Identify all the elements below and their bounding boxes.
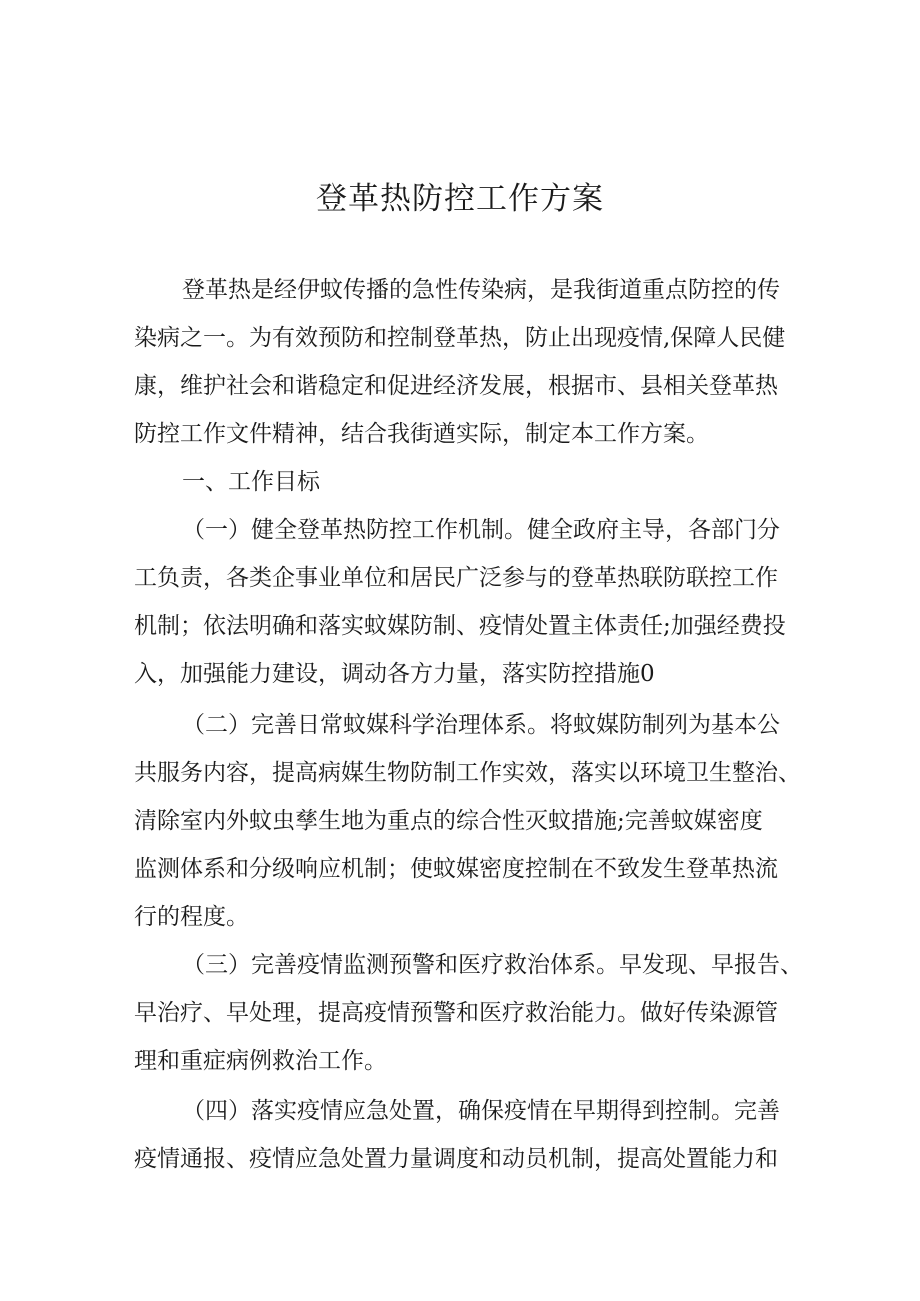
text-line: 行的程度。: [134, 904, 249, 930]
text-line: （二）完善日常蚊媒科学治理体系。将蚊媒防制列为基本公: [182, 712, 780, 738]
text-line: （四）落实疫情应急处置，确保疫情在早期得到控制。完善: [182, 1098, 780, 1124]
text-line: 工负责，各类企事业单位和居民广泛参与的登革热联防联控工作: [134, 565, 778, 591]
text-line: 防控工作文件精神，结合我街遒实际，制定本工作方案。: [134, 421, 709, 447]
page-title: 登革热防控工作方案: [316, 181, 604, 217]
text-line: （一）健全登革热防控工作机制。健全政府主导，各部门分: [182, 517, 780, 543]
text-line: 染病之一。为有效预防和控制登革热，防止出现疫情,保障人民健: [134, 325, 786, 351]
text-line: 登革热是经伊蚊传播的急性传染病，是我街道重点防控的传: [182, 277, 780, 303]
text-line: 清除室内外蚊虫孳生地为重点的综合性灭蚊措施;完善蚊媒密度: [134, 808, 763, 834]
text-line: 疫情通报、疫情应急处置力量调度和动员机制，提高处置能力和: [134, 1146, 778, 1172]
section-heading: 一、工作目标: [182, 469, 320, 495]
text-line: 监测体系和分级响应机制；使蚊媒密度控制在不致发生登革热流: [134, 856, 778, 882]
text-line: 共服务内容，提高病媒生物防制工作实效，落实以环境卫生整治、: [134, 760, 801, 786]
text-line: 入，加强能力建设，调动各方力量，落实防控措施0: [134, 661, 655, 687]
text-line: 机制；依法明确和落实蚊媒防制、疫情处置主体责任;加强经费投: [134, 613, 786, 639]
text-line: 理和重症病例救治工作。: [134, 1048, 387, 1074]
text-line: 康，维护社会和谐稳定和促进经济发展，根据市、县相关登革热: [134, 373, 778, 399]
text-line: 早治疗、早处理，提高疫情预警和医疗救治能力。做好传染源管: [134, 1000, 778, 1026]
text-line: （三）完善疫情监测预警和医疗救治体系。早发现、早报告、: [182, 952, 803, 978]
